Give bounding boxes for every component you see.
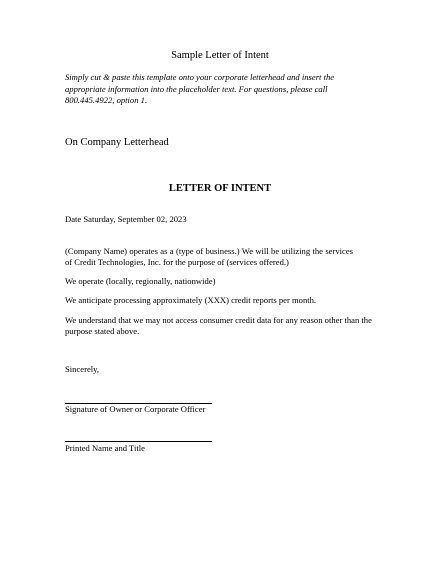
- printed-name-line: [65, 441, 212, 442]
- letter-heading: LETTER OF INTENT: [168, 183, 272, 194]
- paragraph-usage-restriction: We understand that we may not access consumer credit data for any reason other than the purpose stated above.: [65, 315, 372, 336]
- paragraph-company-services: (Company Name) operates as a (type of business.) We will be utilizing the services of Credit Technologies, Inc. for the purpose of (services offered.): [65, 246, 353, 267]
- paragraph-operating-area: We operate (locally, regionally, nationwide): [65, 276, 216, 286]
- letterhead-label: On Company Letterhead: [65, 137, 169, 148]
- document-title: Sample Letter of Intent: [171, 50, 269, 61]
- template-instructions: Simply cut & paste this template onto your corporate letterhead and insert the appropriate information into the placeholder text. For questions, please call 800.445.4922, option 1.: [65, 72, 335, 105]
- closing-salutation: Sincerely,: [65, 364, 100, 374]
- paragraph-report-volume: We anticipate processing approximately (XXX) credit reports per month.: [65, 295, 317, 305]
- signature-label: Signature of Owner or Corporate Officer: [65, 404, 206, 414]
- printed-name-label: Printed Name and Title: [65, 443, 145, 453]
- date-line: Date Saturday, September 02, 2023: [65, 214, 187, 224]
